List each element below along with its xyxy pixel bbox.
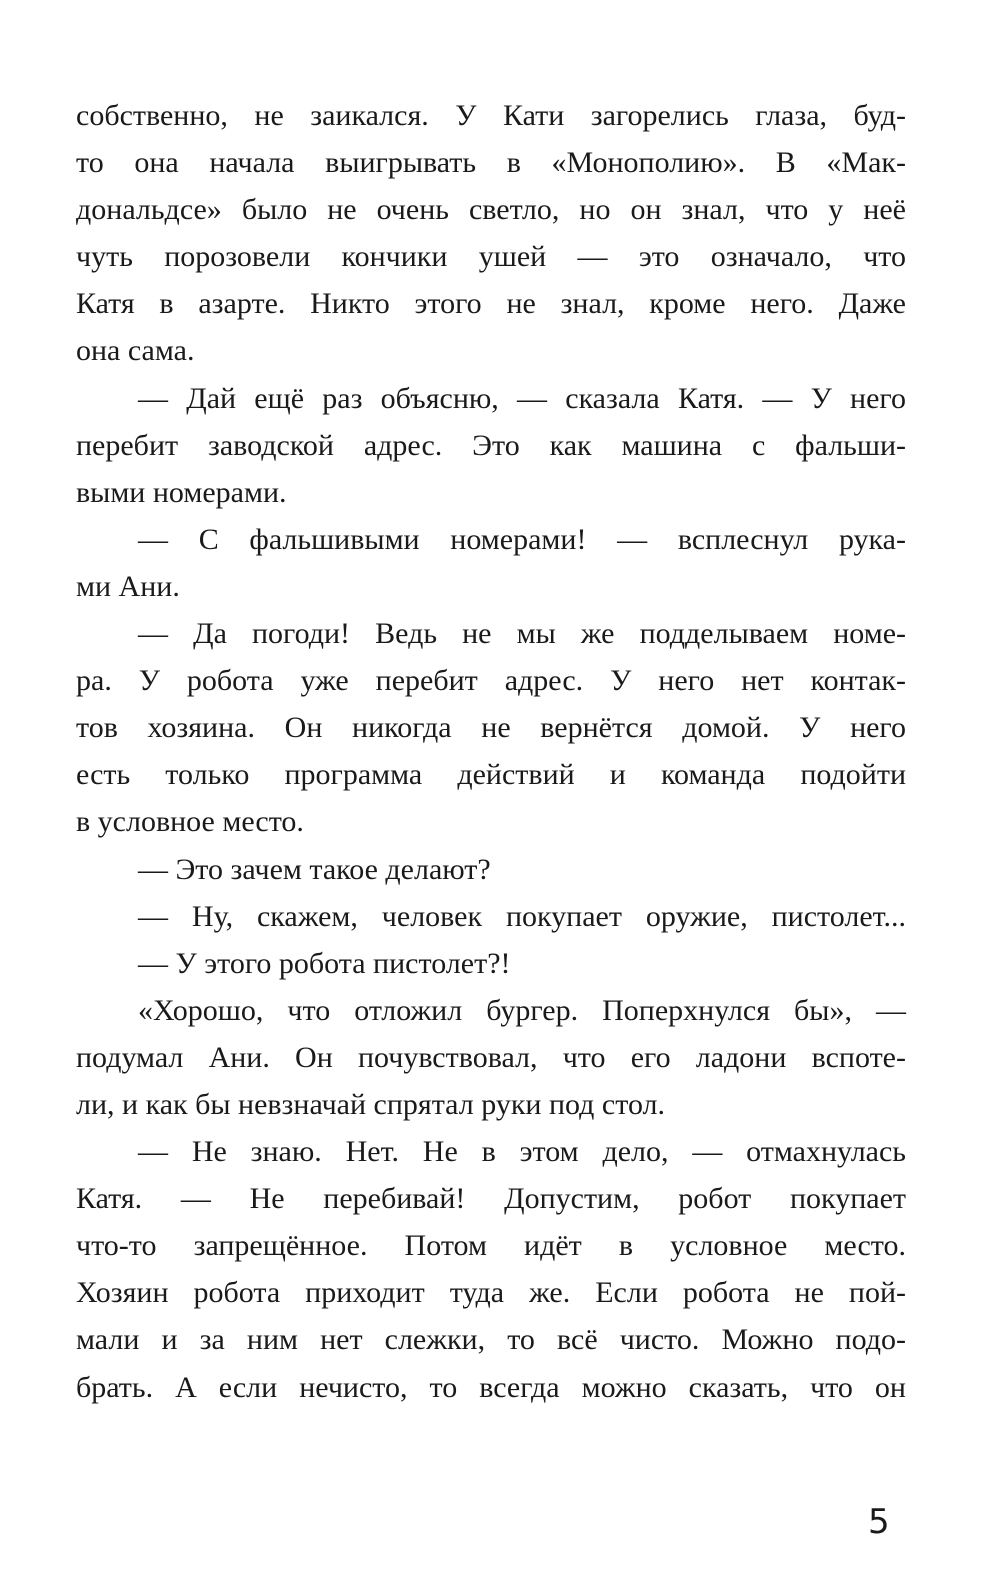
text-line: тов хозяина. Он никогда не вернётся домой. У него — [76, 711, 906, 745]
text-line: ра. У робота уже перебит адрес. У него нет контак- — [76, 664, 906, 698]
text-line: — Да погоди! Ведь не мы же подделываем номе- — [138, 617, 906, 651]
text-line: чуть порозовели кончики ушей — это означало, что — [76, 240, 906, 274]
text-line: ми Ани. — [76, 569, 180, 603]
text-line: дональдсе» было не очень светло, но он знал, что у неё — [76, 193, 906, 227]
text-line: что-то запрещённое. Потом идёт в условное место. — [76, 1229, 906, 1263]
text-line: — У этого робота пистолет?! — [138, 946, 511, 980]
text-line: Хозяин робота приходит туда же. Если робота не пой- — [76, 1276, 906, 1310]
text-line: она сама. — [76, 334, 195, 368]
text-line: — Не знаю. Нет. Не в этом дело, — отмахнулась — [138, 1135, 906, 1169]
text-line: брать. А если нечисто, то всегда можно сказать, что он — [76, 1370, 906, 1404]
text-line: — С фальшивыми номерами! — всплеснул рука- — [138, 522, 906, 556]
text-line: мали и за ним нет слежки, то всё чисто. Можно подо- — [76, 1323, 906, 1357]
text-line: — Ну, скажем, человек покупает оружие, пистолет... — [138, 899, 906, 933]
text-line: выми номерами. — [76, 475, 287, 509]
text-line: Катя в азарте. Никто этого не знал, кроме него. Даже — [76, 287, 906, 321]
text-line: перебит заводской адрес. Это как машина с фальши- — [76, 428, 906, 462]
text-line: — Это зачем такое делают? — [138, 852, 491, 886]
text-line: в условное место. — [76, 805, 304, 839]
text-line: — Дай ещё раз объясню, — сказала Катя. — У него — [138, 381, 906, 415]
body-text — [76, 92, 906, 1411]
text-line: есть только программа действий и команда подойти — [76, 758, 906, 792]
text-line: подумал Ани. Он почувствовал, что его ладони вспоте- — [76, 1040, 906, 1074]
text-line: собственно, не заикался. У Кати загорелись глаза, буд- — [76, 99, 906, 132]
text-line: ли, и как бы невзначай спрятал руки под стол. — [76, 1087, 666, 1121]
text-line: «Хорошо, что отложил бургер. Поперхнулся бы», — — [138, 993, 906, 1027]
page-number: 5 — [868, 1502, 890, 1542]
text-line: Катя. — Не перебивай! Допустим, робот покупает — [76, 1182, 906, 1216]
text-line: то она начала выигрывать в «Монополию». В «Мак- — [76, 146, 906, 180]
